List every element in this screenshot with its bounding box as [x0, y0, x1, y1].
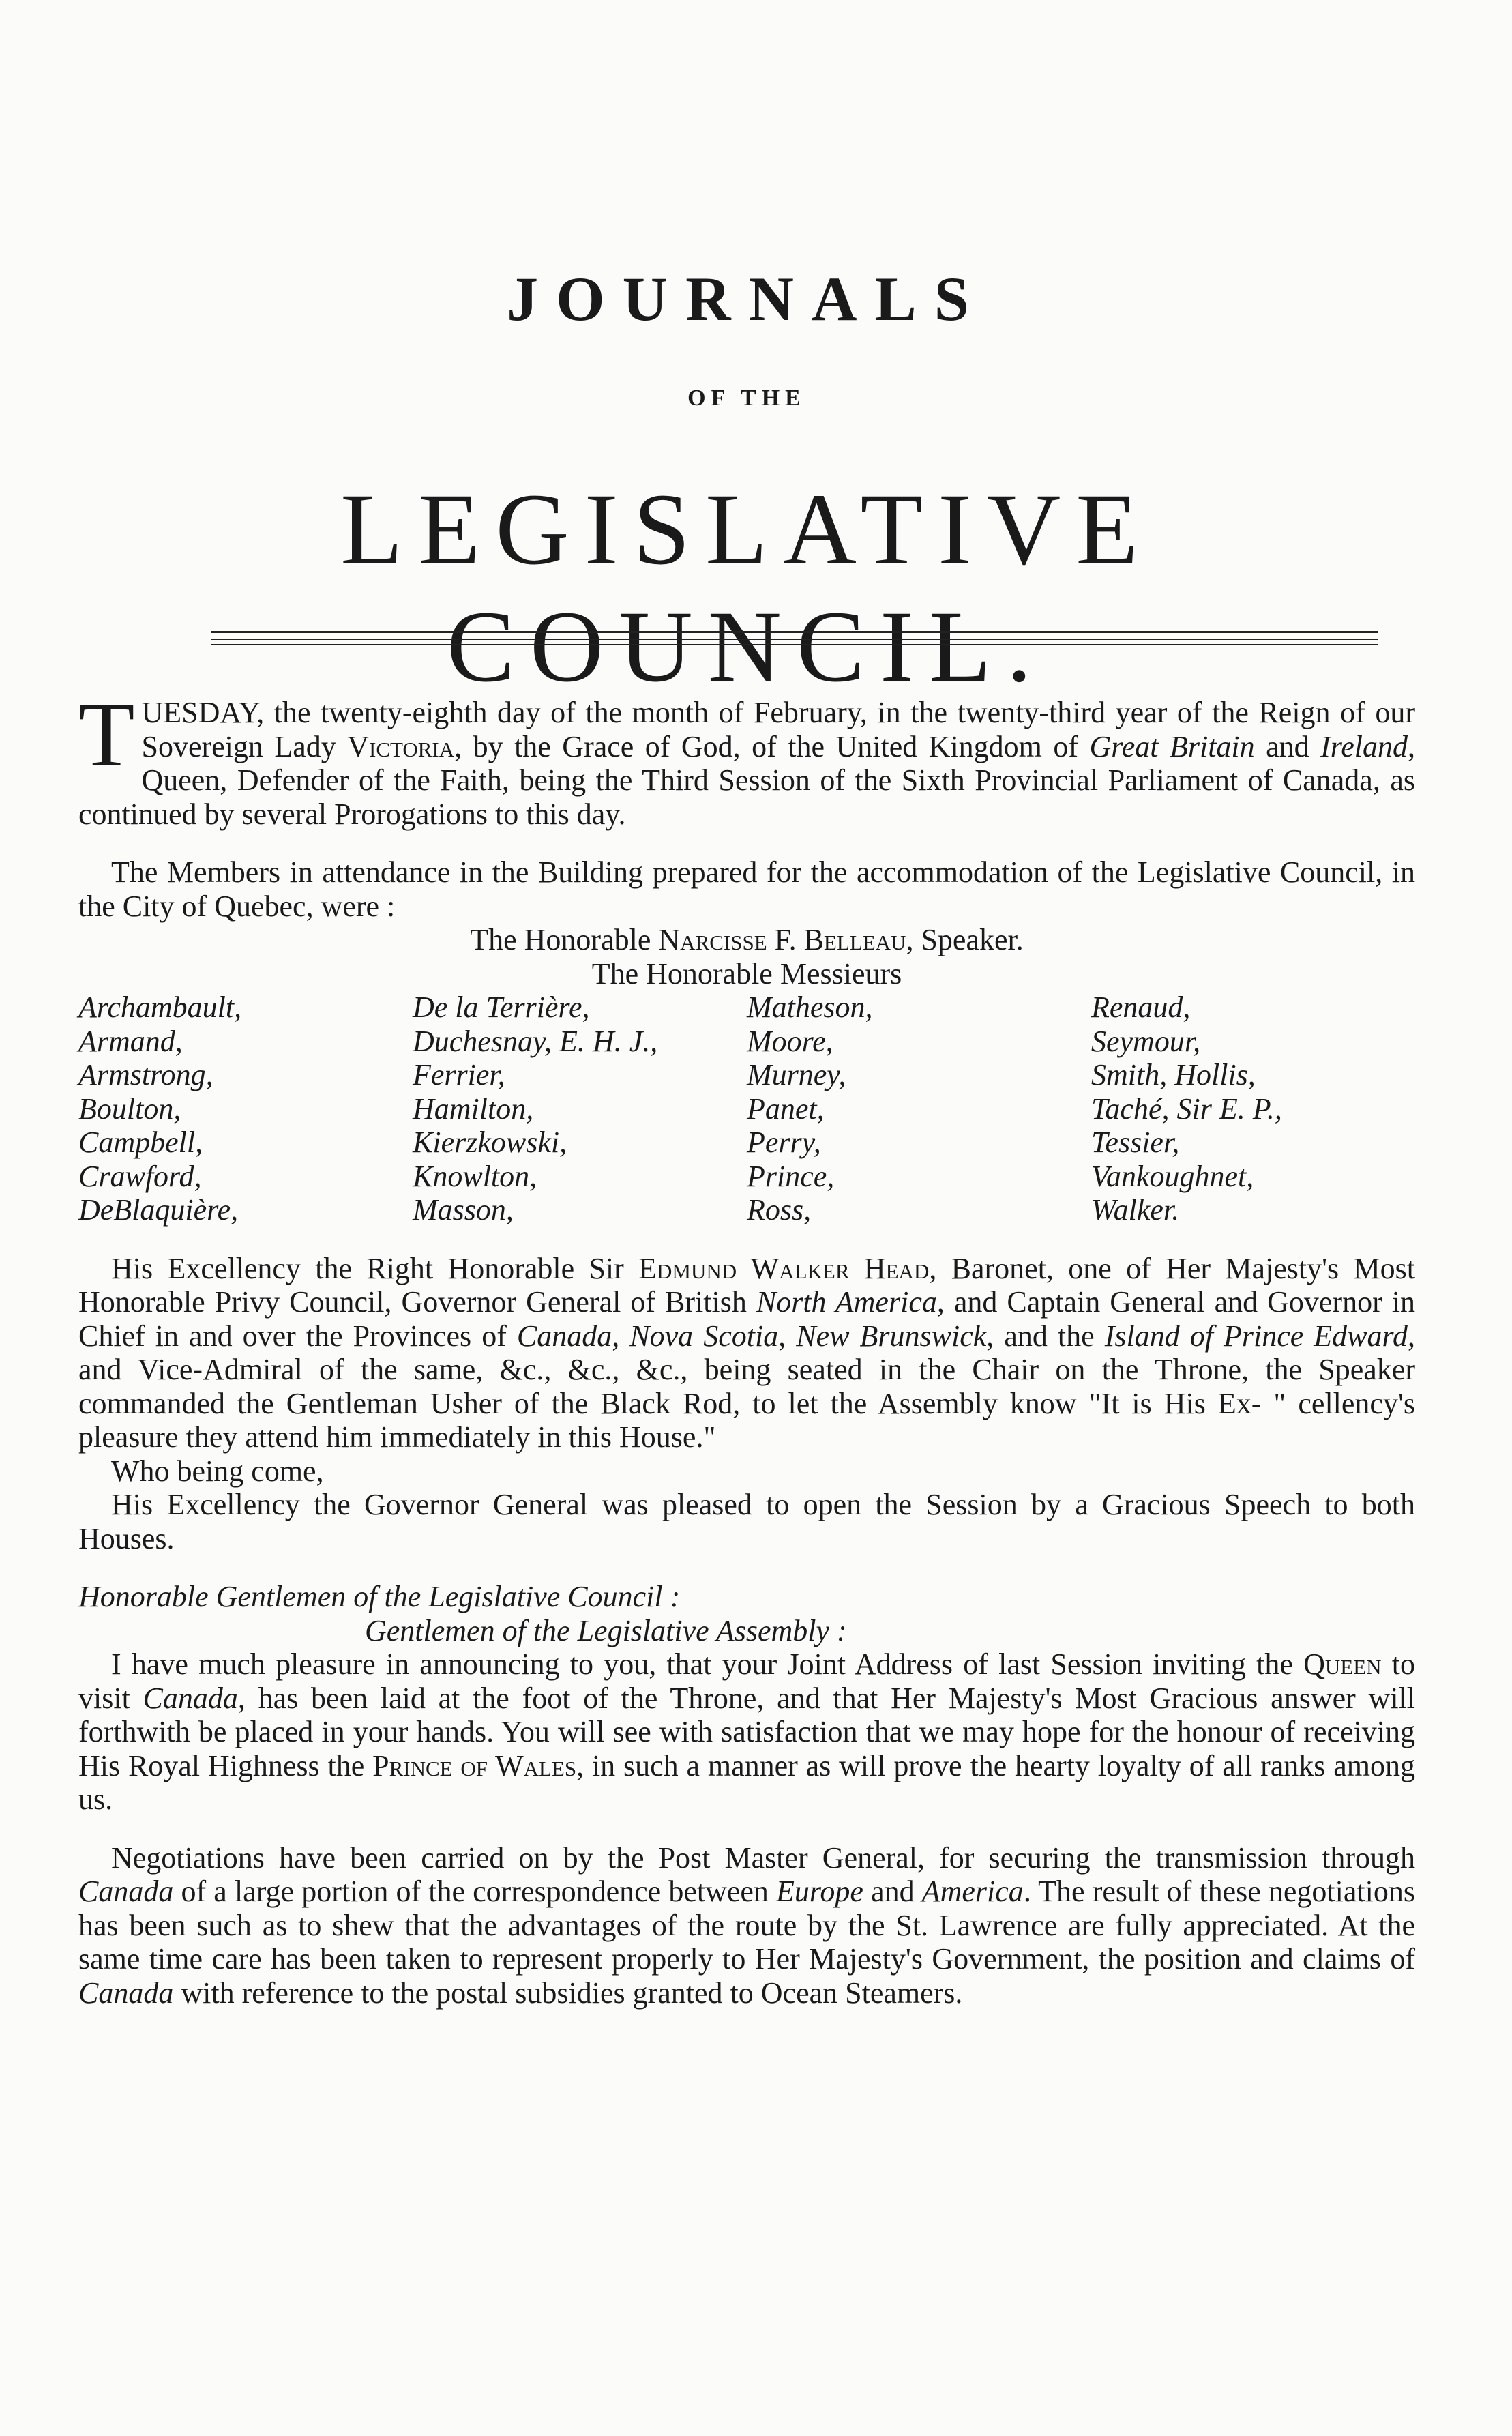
members-column [413, 990, 747, 1227]
member-name: Smith, Hollis, [1091, 1058, 1256, 1091]
member-name: Boulton, [78, 1091, 181, 1126]
excellency-text: His Excellency the Right Honorable Sir [111, 1251, 639, 1285]
new-brunswick: New Brunswick [796, 1319, 987, 1353]
member-name: Tessier, [1091, 1126, 1180, 1159]
north-america: North America [756, 1285, 937, 1319]
speaker-text: The Honorable [470, 923, 659, 956]
title-legislative-council: LEGISLATIVE COUNCIL. [340, 473, 1153, 703]
speech-text: to visit [78, 1647, 1415, 1715]
title-journals: JOURNALS [507, 264, 987, 334]
excellency-text: , and the [986, 1319, 1105, 1353]
intro-text: UESDAY, the twenty-eighth day of the month of February, in the twenty-third year of the Reign of our Sovereign Lady [141, 696, 1415, 763]
canada: Canada [143, 1681, 238, 1715]
member-name: Knowlton, [413, 1159, 537, 1193]
member-name: Armand, [78, 1024, 183, 1058]
excellency-text: , and Captain General and Governor in Chief in and over the Provinces of [78, 1285, 1415, 1353]
members-list [78, 990, 1415, 1227]
member-name: Ross, [747, 1193, 812, 1227]
speech-text: of a large portion of the correspondence between [173, 1875, 777, 1908]
member-name: Perry, [747, 1126, 821, 1159]
member-name: Walker. [1091, 1193, 1180, 1227]
member-name: Armstrong, [78, 1058, 213, 1091]
speech-text: and [863, 1875, 922, 1908]
member-name: Prince, [747, 1159, 835, 1193]
member-name: Masson, [413, 1193, 514, 1227]
who-being-come: Who being come, [111, 1454, 324, 1488]
prince-edward-island: Island of Prince Edward [1104, 1319, 1408, 1353]
members-column [1091, 990, 1415, 1227]
queen: Queen [1303, 1647, 1382, 1681]
document-body [78, 684, 1416, 2010]
spacer [78, 1817, 1415, 1841]
session-opened: His Excellency the Governor General was pleased to open the Session by a Gracious Speech to both Houses. [78, 1488, 1415, 1555]
member-name: Matheson, [747, 990, 873, 1024]
member-name: Ferrier, [413, 1058, 505, 1091]
canada: Canada [78, 1976, 174, 2010]
nova-scotia: Nova Scotia [629, 1319, 779, 1353]
canada: Canada [516, 1319, 612, 1353]
members-column [78, 990, 413, 1227]
member-name: Crawford, [78, 1159, 202, 1193]
members-intro: The Members in attendance in the Building prepared for the accommodation of the Legislative Council, in the City of Quebec, were : [78, 855, 1415, 923]
title-rule-top [211, 631, 1378, 633]
great-britain: Great Britain [1089, 729, 1255, 763]
member-name: Duchesnay, E. H. J., [413, 1024, 658, 1058]
speaker-text: , Speaker. [906, 923, 1024, 956]
speaker-name: Narcisse F. Belleau [658, 923, 906, 956]
member-name: DeBlaquière, [78, 1193, 239, 1227]
governor-name: Edmund Walker Head [638, 1251, 930, 1285]
title-rule-bottom [211, 644, 1378, 645]
spacer [78, 1227, 1415, 1252]
europe: Europe [776, 1875, 863, 1908]
speech-paragraph-2 [78, 1841, 1415, 2010]
members-column [747, 990, 1091, 1227]
member-name: Hamilton, [413, 1091, 534, 1126]
speech-paragraph-1 [78, 1647, 1415, 1817]
america: America [921, 1875, 1024, 1908]
speech-heading-assembly: Gentlemen of the Legislative Assembly : [365, 1613, 847, 1647]
member-name: Panet, [747, 1091, 825, 1126]
speech-text: Negotiations have been carried on by the Post Master General, for securing the transmission through [111, 1840, 1415, 1875]
spacer [78, 831, 1415, 855]
excellency-paragraph [78, 1252, 1415, 1454]
member-name: Campbell, [78, 1126, 203, 1159]
spacer [78, 1555, 1415, 1580]
prince-of-wales: Prince of Wales [372, 1748, 577, 1782]
member-name: Murney, [747, 1058, 846, 1091]
title-of-the: OF THE [687, 385, 806, 411]
member-name: Vankoughnet, [1091, 1159, 1254, 1193]
victoria-name: Victoria [347, 729, 455, 763]
member-name: Moore, [747, 1024, 833, 1058]
dropcap: T [78, 684, 135, 786]
member-name: Taché, Sir E. P., [1091, 1091, 1282, 1126]
intro-paragraph [78, 684, 1416, 831]
ireland: Ireland [1320, 729, 1408, 763]
member-name: Renaud, [1091, 990, 1191, 1024]
canada: Canada [78, 1875, 174, 1908]
intro-text: , Queen, Defender of the Faith, being the Third Session of the Sixth Provincial Parliament of Canada, as continued by several Prorogations to this day. [78, 729, 1416, 831]
excellency-text: , [612, 1319, 630, 1353]
speech-text: . The result of these negotiations has been such as to shew that the advantages of the route by the St. Lawrence are fully appreciated. At the same time care has been taken to represent properly to Her Majesty's Government, the position and claims of [78, 1875, 1415, 1976]
speech-heading-council: Honorable Gentlemen of the Legislative Council : [78, 1580, 681, 1613]
member-name: Kierzkowski, [413, 1126, 567, 1159]
intro-text: and [1254, 729, 1321, 763]
excellency-text: , and Vice-Admiral of the same, &c., &c., &c., being seated in the Chair on the Throne, the Speaker commanded the Gentleman Usher of the Black Rod, to let the Assembly know "It is His Ex- " cellency's pleasure they attend him immediately in this House." [78, 1319, 1416, 1454]
speech-text: , in such a manner as will prove the hearty loyalty of all ranks among us. [78, 1748, 1415, 1816]
member-name: De la Terrière, [413, 990, 590, 1024]
speech-text: with reference to the postal subsidies granted to Ocean Steamers. [173, 1976, 963, 2010]
speech-text: I have much pleasure in announcing to you, that your Joint Address of last Session inviting the [111, 1647, 1304, 1681]
title-rule-middle [211, 639, 1378, 640]
intro-text: , by the Grace of God, of the United Kingdom of [454, 729, 1090, 763]
messieurs-heading: The Honorable Messieurs [591, 956, 902, 990]
excellency-text: , Baronet, one of Her Majesty's Most Honorable Privy Council, Governor General of British [78, 1251, 1415, 1319]
speech-text: , has been laid at the foot of the Throne, and that Her Majesty's Most Gracious answer will forthwith be placed in your hands. You will see with satisfaction that we may hope for the honour of receiving His Royal Highness the [78, 1681, 1415, 1782]
excellency-text: , [778, 1319, 797, 1353]
speaker-line [78, 923, 1415, 957]
member-name: Seymour, [1091, 1024, 1201, 1058]
member-name: Archambault, [78, 990, 242, 1024]
